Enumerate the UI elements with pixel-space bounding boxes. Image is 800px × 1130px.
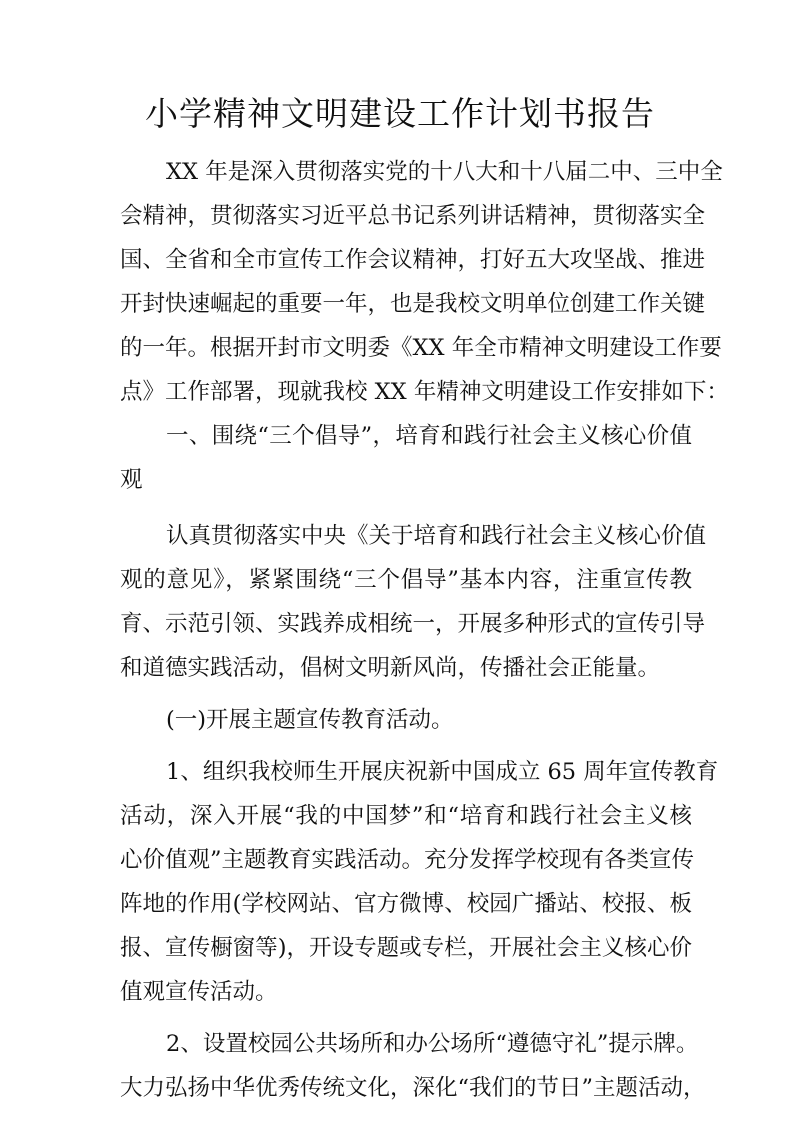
section-heading-line: 一、围绕“三个倡导”，培育和践行社会主义核心价值 — [166, 423, 692, 449]
document-body — [120, 150, 729, 1110]
text-line: 会精神，贯彻落实习近平总书记系列讲话精神，贯彻落实全 — [120, 203, 706, 229]
text-line: 认真贯彻落实中央《关于培育和践行社会主义核心价值 — [166, 523, 707, 549]
text-line: 开封快速崛起的重要一年，也是我校文明单位创建工作关键 — [120, 291, 706, 317]
text-line: XX 年是深入贯彻落实党的十八大和十八届二中、三中全 — [166, 159, 723, 185]
text-line: 育、示范引领、实践养成相统一，开展多种形式的宣传引导 — [120, 611, 706, 637]
section-heading-line: 观 — [120, 467, 143, 493]
text-line: 1、组织我校师生开展庆祝新中国成立 65 周年宣传教育 — [166, 759, 719, 785]
document-title: 小学精神文明建设工作计划书报告 — [145, 94, 655, 133]
text-line: 活动，深入开展“我的中国梦”和“培育和践行社会主义核 — [120, 803, 692, 829]
text-line: 观的意见》，紧紧围绕“三个倡导”基本内容，注重宣传教 — [120, 567, 692, 593]
text-line: 大力弘扬中华优秀传统文化，深化“我们的节日”主题活动， — [120, 1075, 706, 1101]
text-line: 阵地的作用(学校网站、官方微博、校园广播站、校报、板 — [120, 891, 692, 917]
text-line: 2、设置校园公共场所和办公场所“遵德守礼”提示牌。 — [166, 1031, 699, 1057]
text-line: 心价值观”主题教育实践活动。充分发挥学校现有各类宣传 — [120, 847, 695, 873]
subsection-heading-line: (一)开展主题宣传教育活动。 — [166, 707, 454, 733]
text-line: 点》工作部署，现就我校 XX 年精神文明建设工作安排如下： — [120, 379, 729, 405]
text-line: 和道德实践活动，倡树文明新风尚，传播社会正能量。 — [120, 655, 661, 681]
text-line: 的一年。根据开封市文明委《XX 年全市精神文明建设工作要 — [120, 335, 722, 361]
text-line: 报、宣传橱窗等)，开设专题或专栏，开展社会主义核心价 — [120, 935, 692, 961]
text-line: 国、全省和全市宣传工作会议精神，打好五大攻坚战、推进 — [120, 247, 706, 273]
text-line: 值观宣传活动。 — [120, 979, 278, 1005]
